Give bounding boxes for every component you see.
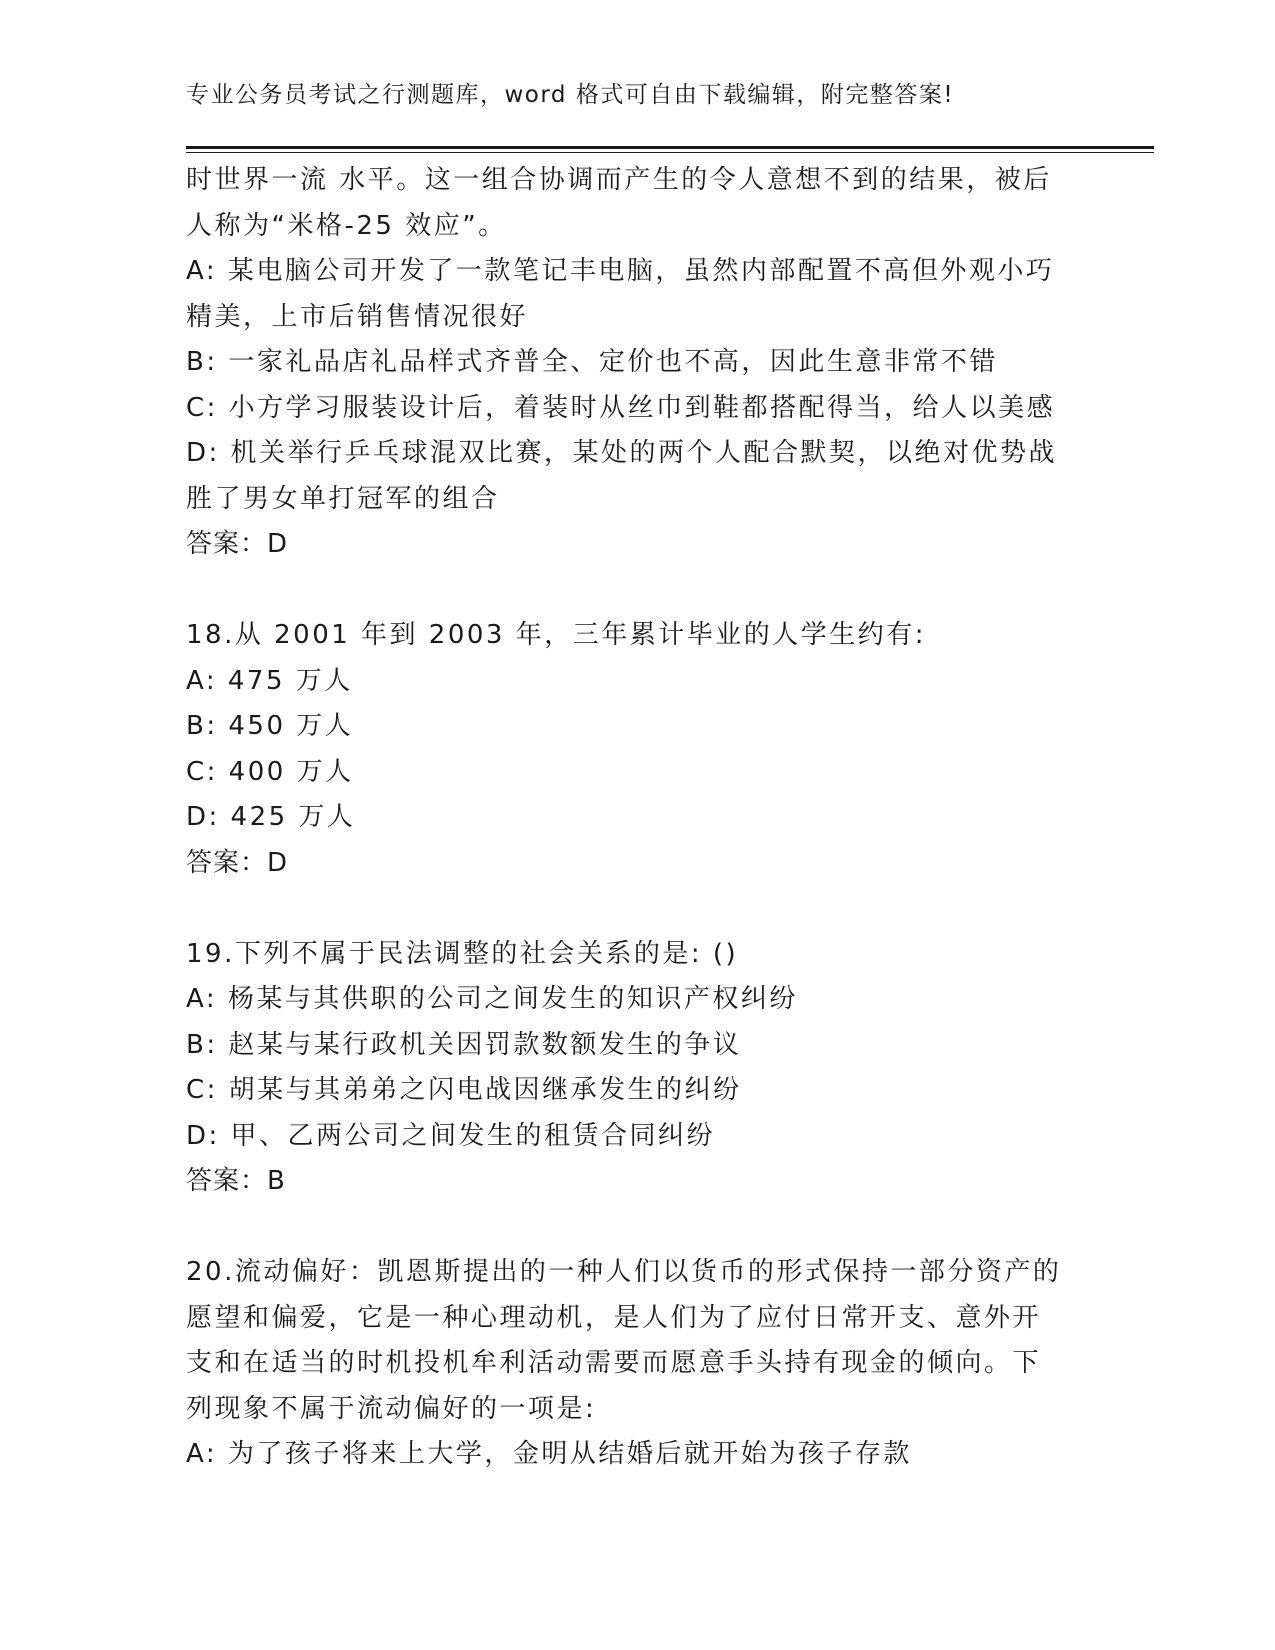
question-stem-line: 支和在适当的时机投机牟利活动需要而愿意手头持有现金的倾向。下	[186, 1348, 1042, 1378]
question-17	[186, 158, 1086, 568]
option-d-continued: 胜了男女单打冠军的组合	[186, 483, 500, 514]
answer-label: 答案：D	[186, 847, 289, 878]
option-b: B: 赵某与某行政机关因罚款数额发生的争议	[186, 1029, 742, 1060]
option-c: C: 400 万人	[186, 756, 354, 787]
spacer	[186, 568, 1086, 614]
option-b: B: 450 万人	[186, 711, 354, 741]
option-c: C: 小方学习服装设计后，着装时从丝巾到鞋都搭配得当，给人以美感	[186, 392, 1056, 423]
answer-label: 答案：B	[186, 1166, 286, 1196]
answer-label: 答案：D	[186, 529, 289, 559]
question-stem-line: 愿望和偏爱，它是一种心理动机，是人们为了应付日常开支、意外开	[186, 1302, 1042, 1333]
option-d: D: 甲、乙两公司之间发生的租赁合同纠纷	[186, 1120, 716, 1151]
question-stem: 19.下列不属于民法调整的社会关系的是: ()	[186, 938, 739, 969]
option-b: B: 一家礼品店礼品样式齐普全、定价也不高，因此生意非常不错	[186, 347, 998, 377]
header-rule-thin	[186, 152, 1154, 153]
question-stem-line: 列现象不属于流动偏好的一项是:	[186, 1393, 597, 1424]
option-a: A: 某电脑公司开发了一款笔记丰电脑，虽然内部配置不高但外观小巧	[186, 256, 1055, 286]
question-stem: 18.从 2001 年到 2003 年，三年累计毕业的人学生约有:	[186, 620, 927, 650]
question-18	[186, 613, 1086, 886]
question-stem-line: 人称为“米格-25 效应”。	[186, 210, 507, 241]
spacer	[186, 886, 1086, 932]
question-20	[186, 1250, 1086, 1478]
question-stem-line: 20.流动偏好：凯恩斯提出的一种人们以货币的形式保持一部分资产的	[186, 1257, 1062, 1287]
question-19	[186, 932, 1086, 1205]
question-content	[186, 158, 1086, 1478]
option-a-continued: 精美，上市后销售情况很好	[186, 301, 529, 332]
header-rule	[186, 146, 1154, 149]
option-a: A: 杨某与其供职的公司之间发生的知识产权纠纷	[186, 984, 798, 1014]
page-header: 专业公务员考试之行测题库，word 格式可自由下载编辑，附完整答案!	[186, 82, 955, 108]
option-d: D: 425 万人	[186, 802, 356, 832]
option-a: A: 475 万人	[186, 665, 353, 696]
option-a: A: 为了孩子将来上大学，金明从结婚后就开始为孩子存款	[186, 1439, 912, 1469]
option-c: C: 胡某与其弟弟之闪电战因继承发生的纠纷	[186, 1075, 742, 1105]
option-d: D: 机关举行乒乓球混双比赛，某处的两个人配合默契，以绝对优势战	[186, 438, 1058, 468]
spacer	[186, 1205, 1086, 1251]
question-stem-line: 时世界一流 水平。这一组合协调而产生的令人意想不到的结果，被后	[186, 165, 1052, 195]
